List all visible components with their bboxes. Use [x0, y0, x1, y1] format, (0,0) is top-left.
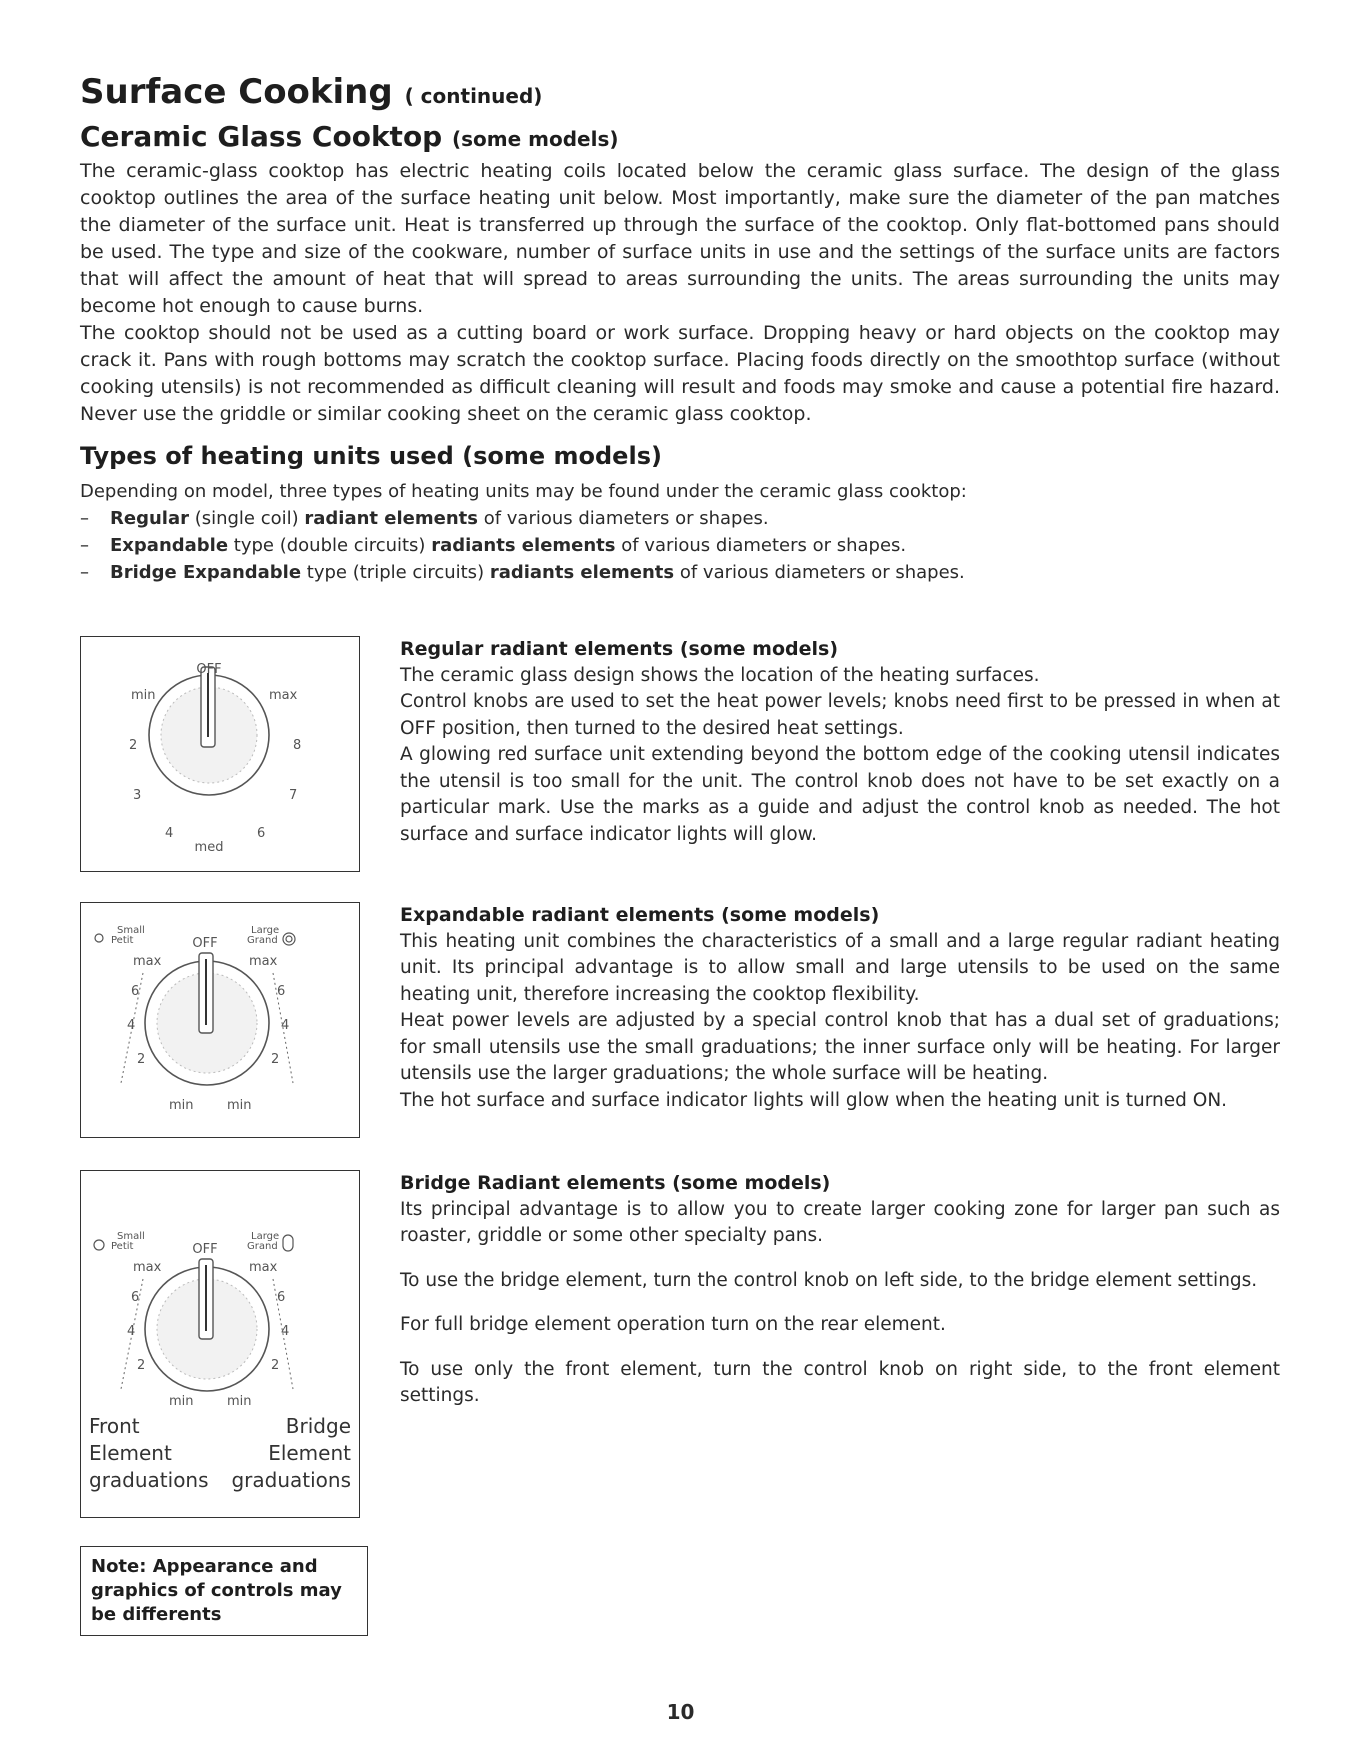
small-element-icon — [94, 1240, 104, 1250]
label-6: 6 — [257, 826, 266, 841]
small-label: Small — [117, 925, 145, 936]
note-box: Note: Appearance and graphics of controls may be differents — [80, 1546, 368, 1636]
left-2-label: 2 — [137, 1358, 146, 1373]
text: type (triple circuits) — [301, 562, 490, 583]
expandable-paragraph-1: This heating unit combines the characteristics of a small and a large regular radiant heating unit. Its principal advantage is to allow small and large utensils to be used on the same heating unit, therefore increasing the cooktop flexibility. — [400, 930, 1280, 1005]
bridge-title: Bridge Radiant elements (some models) — [400, 1172, 831, 1194]
left-4-label: 4 — [127, 1324, 136, 1339]
max-left-label: max — [133, 1260, 162, 1275]
large-label: Large — [251, 925, 280, 936]
list-item — [80, 532, 1280, 559]
list-item — [80, 559, 1280, 586]
bridge-line-1: Bridge — [285, 1414, 351, 1438]
types-heading: Types of heating units used (some models) — [80, 442, 662, 470]
left-2-label: 2 — [137, 1052, 146, 1067]
max-left-label: max — [133, 954, 162, 969]
grand-label: Grand — [247, 1241, 278, 1252]
min-left-label: min — [169, 1394, 194, 1409]
large-element-icon — [283, 933, 295, 945]
label-4: 4 — [165, 826, 174, 841]
text: of various diameters or shapes. — [615, 535, 907, 556]
page-title — [80, 72, 542, 112]
title-suffix: ( continued) — [404, 84, 543, 108]
bridge-line-3: graduations — [231, 1468, 351, 1492]
bridge-element-icon — [283, 1235, 293, 1251]
regular-paragraph-1: The ceramic glass design shows the location of the heating surfaces. — [400, 664, 1040, 686]
off-label: OFF — [192, 936, 218, 951]
expandable-knob-figure — [80, 902, 360, 1138]
front-line-2: Element — [89, 1441, 172, 1465]
small-label: Small — [117, 1231, 145, 1242]
intro-paragraph-1: The ceramic-glass cooktop has electric heating coils located below the ceramic glass surface. The design of the glass cooktop outlines the area of the surface heating unit below. Most importantly, make sure the diameter of the pan matches the diameter of the surface unit. Heat is transferred up through the surface of the cooktop. Only flat-bottomed pans should be used. The type and size of the cookware, number of surface units in use and the settings of the surface units are factors that will affect the amount of heat that will spread to areas surrounding the units. The areas surrounding the units may become hot enough to cause burns. — [80, 160, 1280, 317]
bridge-knob-icon — [81, 1171, 361, 1411]
expandable-knob-icon — [81, 903, 361, 1139]
dash: – — [80, 508, 89, 529]
regular-section — [400, 636, 1280, 848]
front-line-3: graduations — [89, 1468, 209, 1492]
min-left-label: min — [169, 1098, 194, 1113]
expandable-paragraph-3: The hot surface and surface indicator lights will glow when the heating unit is turned ON. — [400, 1089, 1228, 1111]
petit-label: Petit — [111, 1241, 134, 1252]
dash: – — [80, 535, 89, 556]
term: Expandable — [110, 535, 229, 556]
section-title — [80, 120, 619, 153]
subtitle-suffix: (some models) — [451, 127, 619, 151]
large-label: Large — [251, 1231, 280, 1242]
list-item — [80, 505, 1280, 532]
term: radiants elements — [489, 562, 675, 583]
text: of various diameters or shapes. — [674, 562, 965, 583]
text: of various diameters or shapes. — [477, 508, 769, 529]
front-line-1: Front — [89, 1414, 140, 1438]
off-label: OFF — [192, 1242, 218, 1257]
bridge-paragraph-4: To use only the front element, turn the control knob on right side, to the front element settings. — [400, 1358, 1280, 1406]
bridge-line-2: Element — [268, 1441, 351, 1465]
page-number: 10 — [666, 1700, 695, 1724]
right-4-label: 4 — [281, 1324, 290, 1339]
max-right-label: max — [249, 1260, 278, 1275]
dash: – — [80, 562, 89, 583]
bridge-paragraph-3: For full bridge element operation turn on the rear element. — [400, 1314, 946, 1335]
label-7: 7 — [289, 788, 298, 803]
label-8: 8 — [293, 738, 302, 753]
types-list — [80, 478, 1280, 586]
text: type (double circuits) — [228, 535, 432, 556]
right-2-label: 2 — [271, 1358, 280, 1373]
grand-label: Grand — [247, 935, 278, 946]
left-6-label: 6 — [131, 1290, 140, 1305]
bridge-knob-figure — [80, 1170, 360, 1518]
right-6-label: 6 — [277, 984, 286, 999]
min-right-label: min — [227, 1098, 252, 1113]
text: (single coil) — [188, 508, 305, 529]
label-2: 2 — [129, 738, 138, 753]
regular-paragraph-3: A glowing red surface unit extending beyond the bottom edge of the cooking utensil indicates the utensil is too small for the unit. The control knob does not have to be set exactly on a particular mark. Use the marks as a guide and adjust the control knob as needed. The hot surface and surface indicator lights will glow. — [400, 744, 1280, 845]
right-4-label: 4 — [281, 1018, 290, 1033]
expandable-section — [400, 902, 1280, 1114]
regular-title: Regular radiant elements (some models) — [400, 638, 839, 660]
bridge-paragraph-2: To use the bridge element, turn the control knob on left side, to the bridge element settings. — [400, 1269, 1258, 1291]
term: radiant elements — [304, 508, 478, 529]
right-2-label: 2 — [271, 1052, 280, 1067]
intro-paragraph-2: The cooktop should not be used as a cutting board or work surface. Dropping heavy or hard objects on the cooktop may crack it. Pans with rough bottoms may scratch the cooktop surface. Placing foods directly on the smoothtop surface (without cooking utensils) is not recommended as difficult cleaning will result and foods may smoke and cause a potential fire hazard. Never use the griddle or similar cooking sheet on the ceramic glass cooktop. — [80, 322, 1280, 425]
regular-paragraph-2: Control knobs are used to set the heat power levels; knobs need first to be pressed in when at OFF position, then turned to the desired heat settings. — [400, 691, 1280, 739]
regular-knob-icon — [81, 637, 361, 873]
med-label: med — [194, 840, 224, 855]
left-4-label: 4 — [127, 1018, 136, 1033]
subtitle-text: Ceramic Glass Cooktop — [80, 120, 443, 153]
left-6-label: 6 — [131, 984, 140, 999]
max-right-label: max — [249, 954, 278, 969]
term: radiants elements — [431, 535, 616, 556]
term: Regular — [110, 508, 189, 529]
right-6-label: 6 — [277, 1290, 286, 1305]
regular-knob-figure — [80, 636, 360, 872]
front-element-graduations — [89, 1413, 209, 1494]
bridge-section — [400, 1170, 1280, 1410]
title-text: Surface Cooking — [80, 72, 393, 112]
small-element-icon — [95, 934, 103, 942]
petit-label: Petit — [111, 935, 134, 946]
max-label: max — [269, 688, 298, 703]
min-right-label: min — [227, 1394, 252, 1409]
off-label: OFF — [196, 662, 222, 677]
expandable-paragraph-2: Heat power levels are adjusted by a special control knob that has a dual set of graduations; for small utensils use the small graduations; the inner surface only will be heating. For larger utensils use the larger graduations; the whole surface will be heating. — [400, 1010, 1280, 1084]
intro-text — [80, 158, 1280, 428]
expandable-title: Expandable radiant elements (some models) — [400, 904, 880, 926]
bridge-paragraph-1: Its principal advantage is to allow you to create larger cooking zone for larger pan such as roaster, griddle or some other specialty pans. — [400, 1198, 1280, 1246]
types-lead: Depending on model, three types of heating units may be found under the ceramic glass cooktop: — [80, 481, 967, 502]
bridge-element-graduations — [231, 1413, 351, 1494]
label-3: 3 — [133, 788, 142, 803]
min-label: min — [131, 688, 156, 703]
term: Bridge Expandable — [110, 562, 302, 583]
